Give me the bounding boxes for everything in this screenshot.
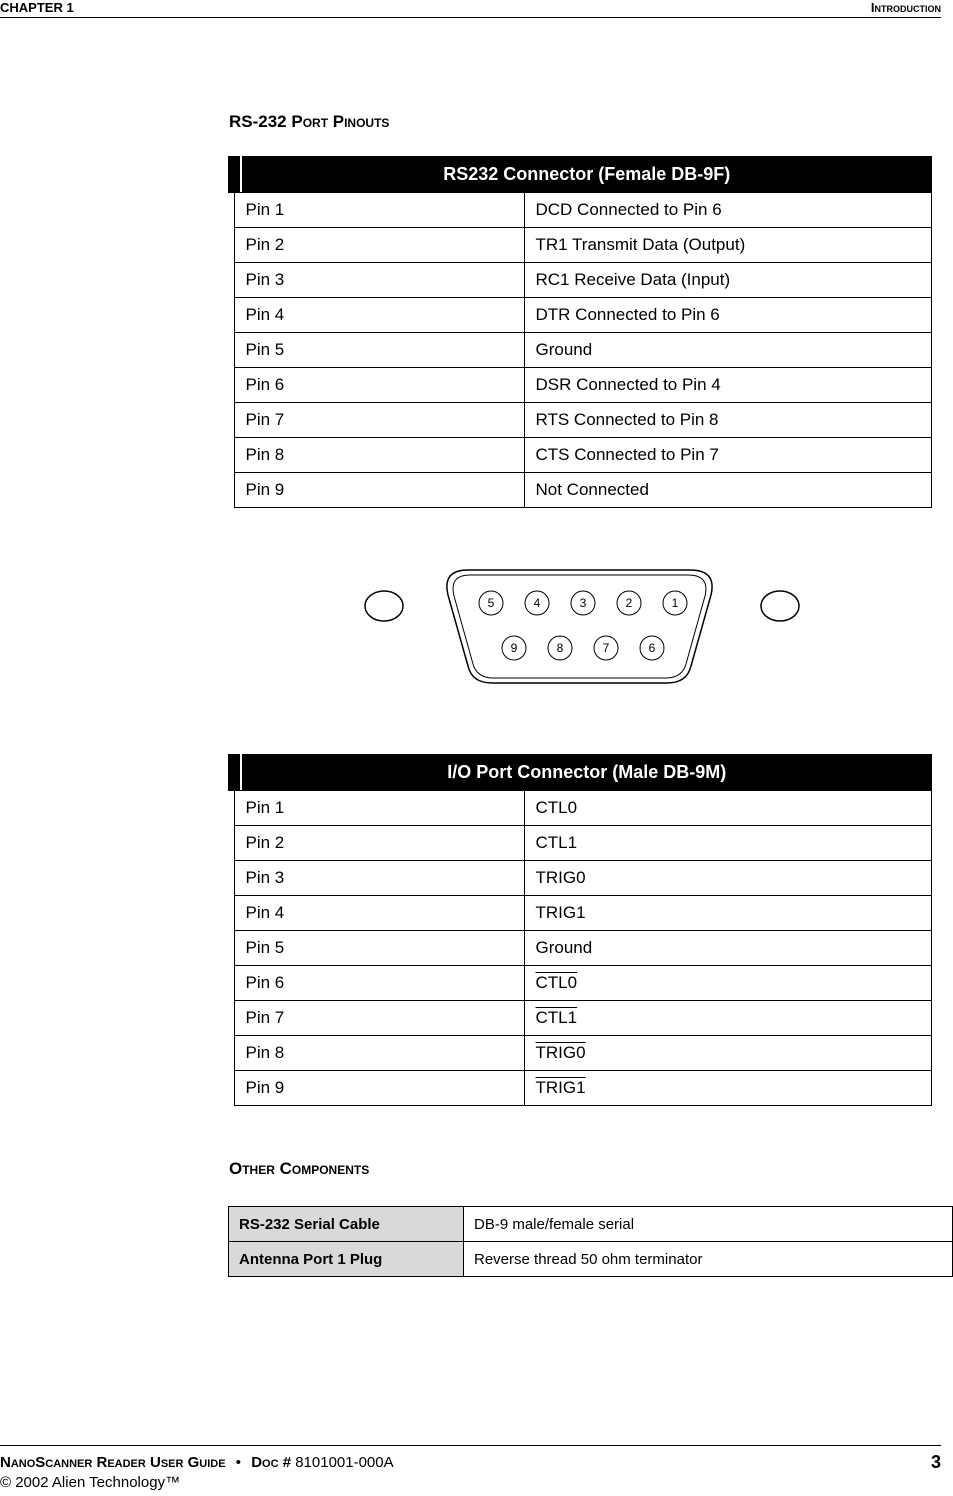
pin-label: 6 <box>648 641 656 655</box>
table-row: Pin 5 Ground <box>234 931 932 966</box>
table-row: Pin 6 DSR Connected to Pin 4 <box>234 368 932 403</box>
io-table <box>228 754 932 1106</box>
table-row: Pin 1 CTL0 <box>234 791 932 826</box>
table-row: Pin 5 Ground <box>234 333 932 368</box>
page-number: 3 <box>930 1452 941 1472</box>
pin-label: 8 <box>556 641 564 655</box>
table-row: Pin 4 DTR Connected to Pin 6 <box>234 298 932 333</box>
connector-shell <box>447 570 712 683</box>
copyright: © 2002 Alien Technology™ <box>0 1474 181 1491</box>
component-desc: Reverse thread 50 ohm terminator <box>464 1242 953 1277</box>
footer-doc-line <box>0 1454 394 1471</box>
table-row: Pin 9 TRIG1 <box>234 1071 932 1106</box>
pin-label: 9 <box>510 641 518 655</box>
table-row: Pin 7 RTS Connected to Pin 8 <box>234 403 932 438</box>
rs232-table-title: RS232 Connector (Female DB-9F) <box>234 156 932 193</box>
table-row: Pin 1 DCD Connected to Pin 6 <box>234 193 932 228</box>
rs232-heading: RS-232 Port Pinouts <box>229 112 390 131</box>
pin-label: 7 <box>602 641 610 655</box>
guide-title: NanoScanner Reader User Guide <box>0 1454 226 1471</box>
chapter-label: CHAPTER 1 <box>0 0 74 15</box>
pin-label: 4 <box>533 596 541 610</box>
pin-label: 5 <box>487 596 495 610</box>
table-row: Pin 4 TRIG1 <box>234 896 932 931</box>
table-row: Pin 2 CTL1 <box>234 826 932 861</box>
table-row: Pin 3 RC1 Receive Data (Input) <box>234 263 932 298</box>
bullet: • <box>235 1454 242 1471</box>
table-row: Pin 8 TRIG0 <box>234 1036 932 1071</box>
table-row: Pin 3 TRIG0 <box>234 861 932 896</box>
table-row: Pin 9 Not Connected <box>234 473 932 508</box>
table-row: Pin 7 CTL1 <box>234 1001 932 1036</box>
doc-label: Doc # <box>251 1454 292 1471</box>
rs232-table <box>228 156 932 508</box>
table-row <box>229 1207 953 1242</box>
mounting-hole-left <box>365 591 403 621</box>
component-name: RS-232 Serial Cable <box>229 1207 464 1242</box>
table-row: Pin 8 CTS Connected to Pin 7 <box>234 438 932 473</box>
table-row: Pin 2 TR1 Transmit Data (Output) <box>234 228 932 263</box>
table-row: Pin 6 CTL0 <box>234 966 932 1001</box>
section-label: Introduction <box>870 0 941 15</box>
pin-label: 3 <box>579 596 587 610</box>
mounting-hole-right <box>761 591 799 621</box>
components-table <box>228 1206 953 1277</box>
pin-label: 1 <box>671 596 679 610</box>
db9-connector-diagram <box>360 565 805 690</box>
doc-number: 8101001-000A <box>295 1454 394 1471</box>
page-footer <box>0 1445 941 1491</box>
pin-label: 2 <box>625 596 633 610</box>
component-name: Antenna Port 1 Plug <box>229 1242 464 1277</box>
other-components-heading: Other Components <box>229 1159 370 1178</box>
table-row <box>229 1242 953 1277</box>
component-desc: DB-9 male/female serial <box>464 1207 953 1242</box>
page-header <box>0 0 941 18</box>
io-table-title: I/O Port Connector (Male DB-9M) <box>234 754 932 791</box>
